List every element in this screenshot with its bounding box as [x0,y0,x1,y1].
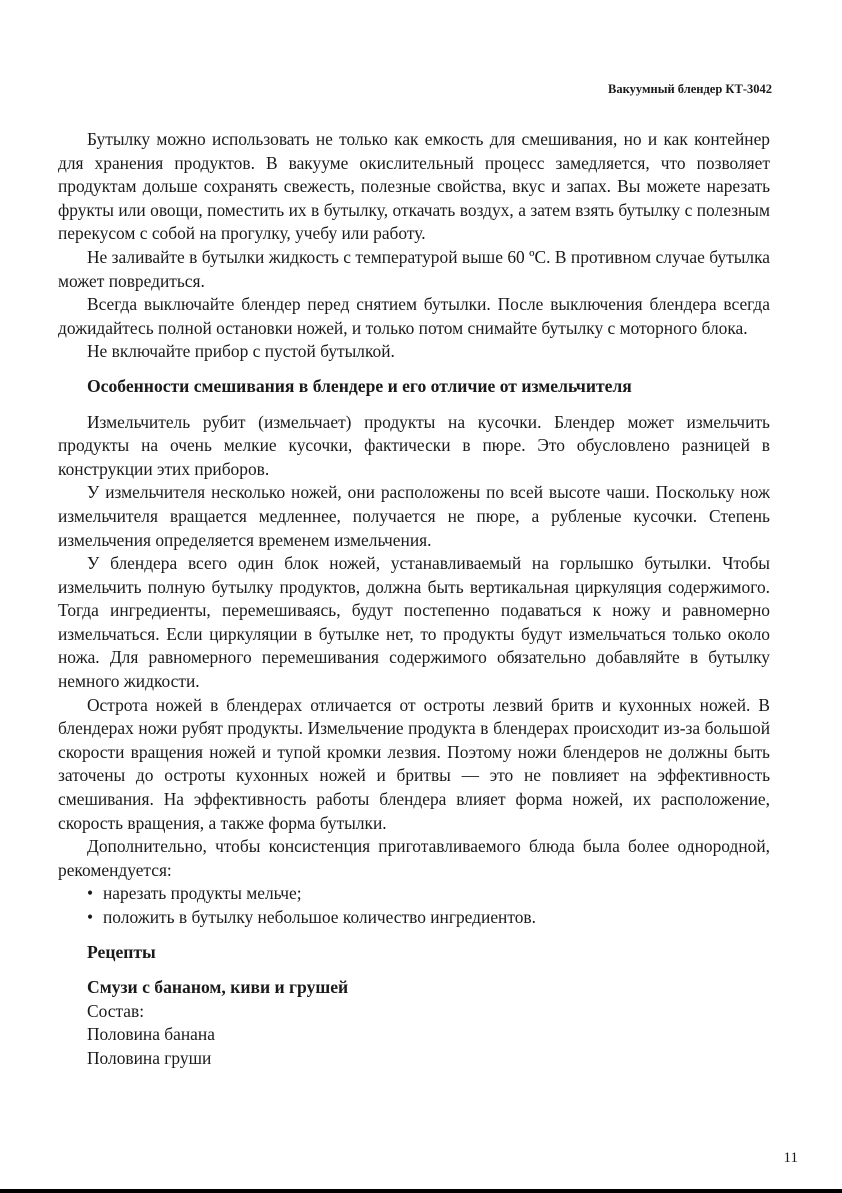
ingredient-2: Половина груши [87,1047,212,1068]
recipes-heading: Рецепты [87,941,156,962]
composition-label: Состав: [87,1000,145,1021]
ingredient-1: Половина банана [87,1024,215,1045]
intro-paragraph-4: Не включайте прибор с пустой бутылкой. [87,341,395,362]
intro-paragraph-3: Всегда выключайте блендер перед снятием бутылки. После выключения блендера всегда дожидайтесь полной остановки ножей, и только потом снимайте бутылку с моторного блока. [58,294,770,338]
intro-paragraph-2: Не заливайте в бутылки жидкость с температурой выше 60 ºС. В противном случае бутылка может повредиться. [58,246,770,291]
running-header: Вакуумный блендер КТ-3042 [608,82,772,96]
section-paragraph-1: Измельчитель рубит (измельчает) продукты на кусочки. Блендер может измельчить продукты на очень мелкие кусочки, фактически в пюре. Это обусловлено разницей в конструкции этих приборов. [58,411,770,479]
section-paragraph-3: У блендера всего один блок ножей, устанавливаемый на горлышко бутылки. Чтобы измельчить полную бутылку продуктов, должна быть вертикальная циркуляция содержимого. Тогда ингредиенты, перемешиваясь, будут постепенно подаваться к ножу и равномерно измельчаться. Если циркуляции в бутылке нет, то продукты будут измельчаться только около ножа. Для равномерного перемешивания содержимого обязательно добавляйте в бутылку немного жидкости. [58,553,770,692]
intro-paragraph-1: Бутылку можно использовать не только как емкость для смешивания, но и как контейнер для хранения продуктов. В вакууме окислительный процесс замедляется, что позволяет продуктам дольше сохранять свежесть, полезные свойства, вкус и запах. Вы можете нарезать фрукты или овощи, поместить их в бутылку, откачать воздух, а затем взять бутылку с полезным перекусом с собой на прогулку, учебу или работу. [58,129,770,244]
section-paragraph-4: Острота ножей в блендерах отличается от остроты лезвий бритв и кухонных ножей. В блендерах ножи рубят продукты. Измельчение продукта в блендерах происходит из-за большой скорости вращения ножей и тупой кромки лезвия. Поэтому ножи блендеров не должны быть заточены до остроты кухонных ножей и бритвы — это не повлияет на эффективность смешивания. На эффективность работы блендера влияет форма ножей, их расположение, скорость вращения, а также форма бутылки. [58,694,770,833]
recipe-title: Смузи с бананом, киви и грушей [87,977,349,998]
list-item: • положить в бутылку небольшое количество ингредиентов. [87,906,770,930]
page-number: 11 [783,1150,798,1166]
recommendation-list [58,882,770,929]
section-paragraph-2: У измельчителя несколько ножей, они расположены по всей высоте чаши. Поскольку нож измельчителя вращается медленнее, получается не пюре, а рубленые кусочки. Степень измельчения определяется временем измельчения. [58,482,770,550]
bottom-rule [0,1189,842,1193]
list-item: • нарезать продукты мельче; [87,882,770,906]
page-content [58,128,770,1071]
section-heading: Особенности смешивания в блендере и его отличие от измельчителя [87,375,632,396]
section-paragraph-5: Дополнительно, чтобы консистенция приготавливаемого блюда была более однородной, рекомендуется: [58,836,770,880]
